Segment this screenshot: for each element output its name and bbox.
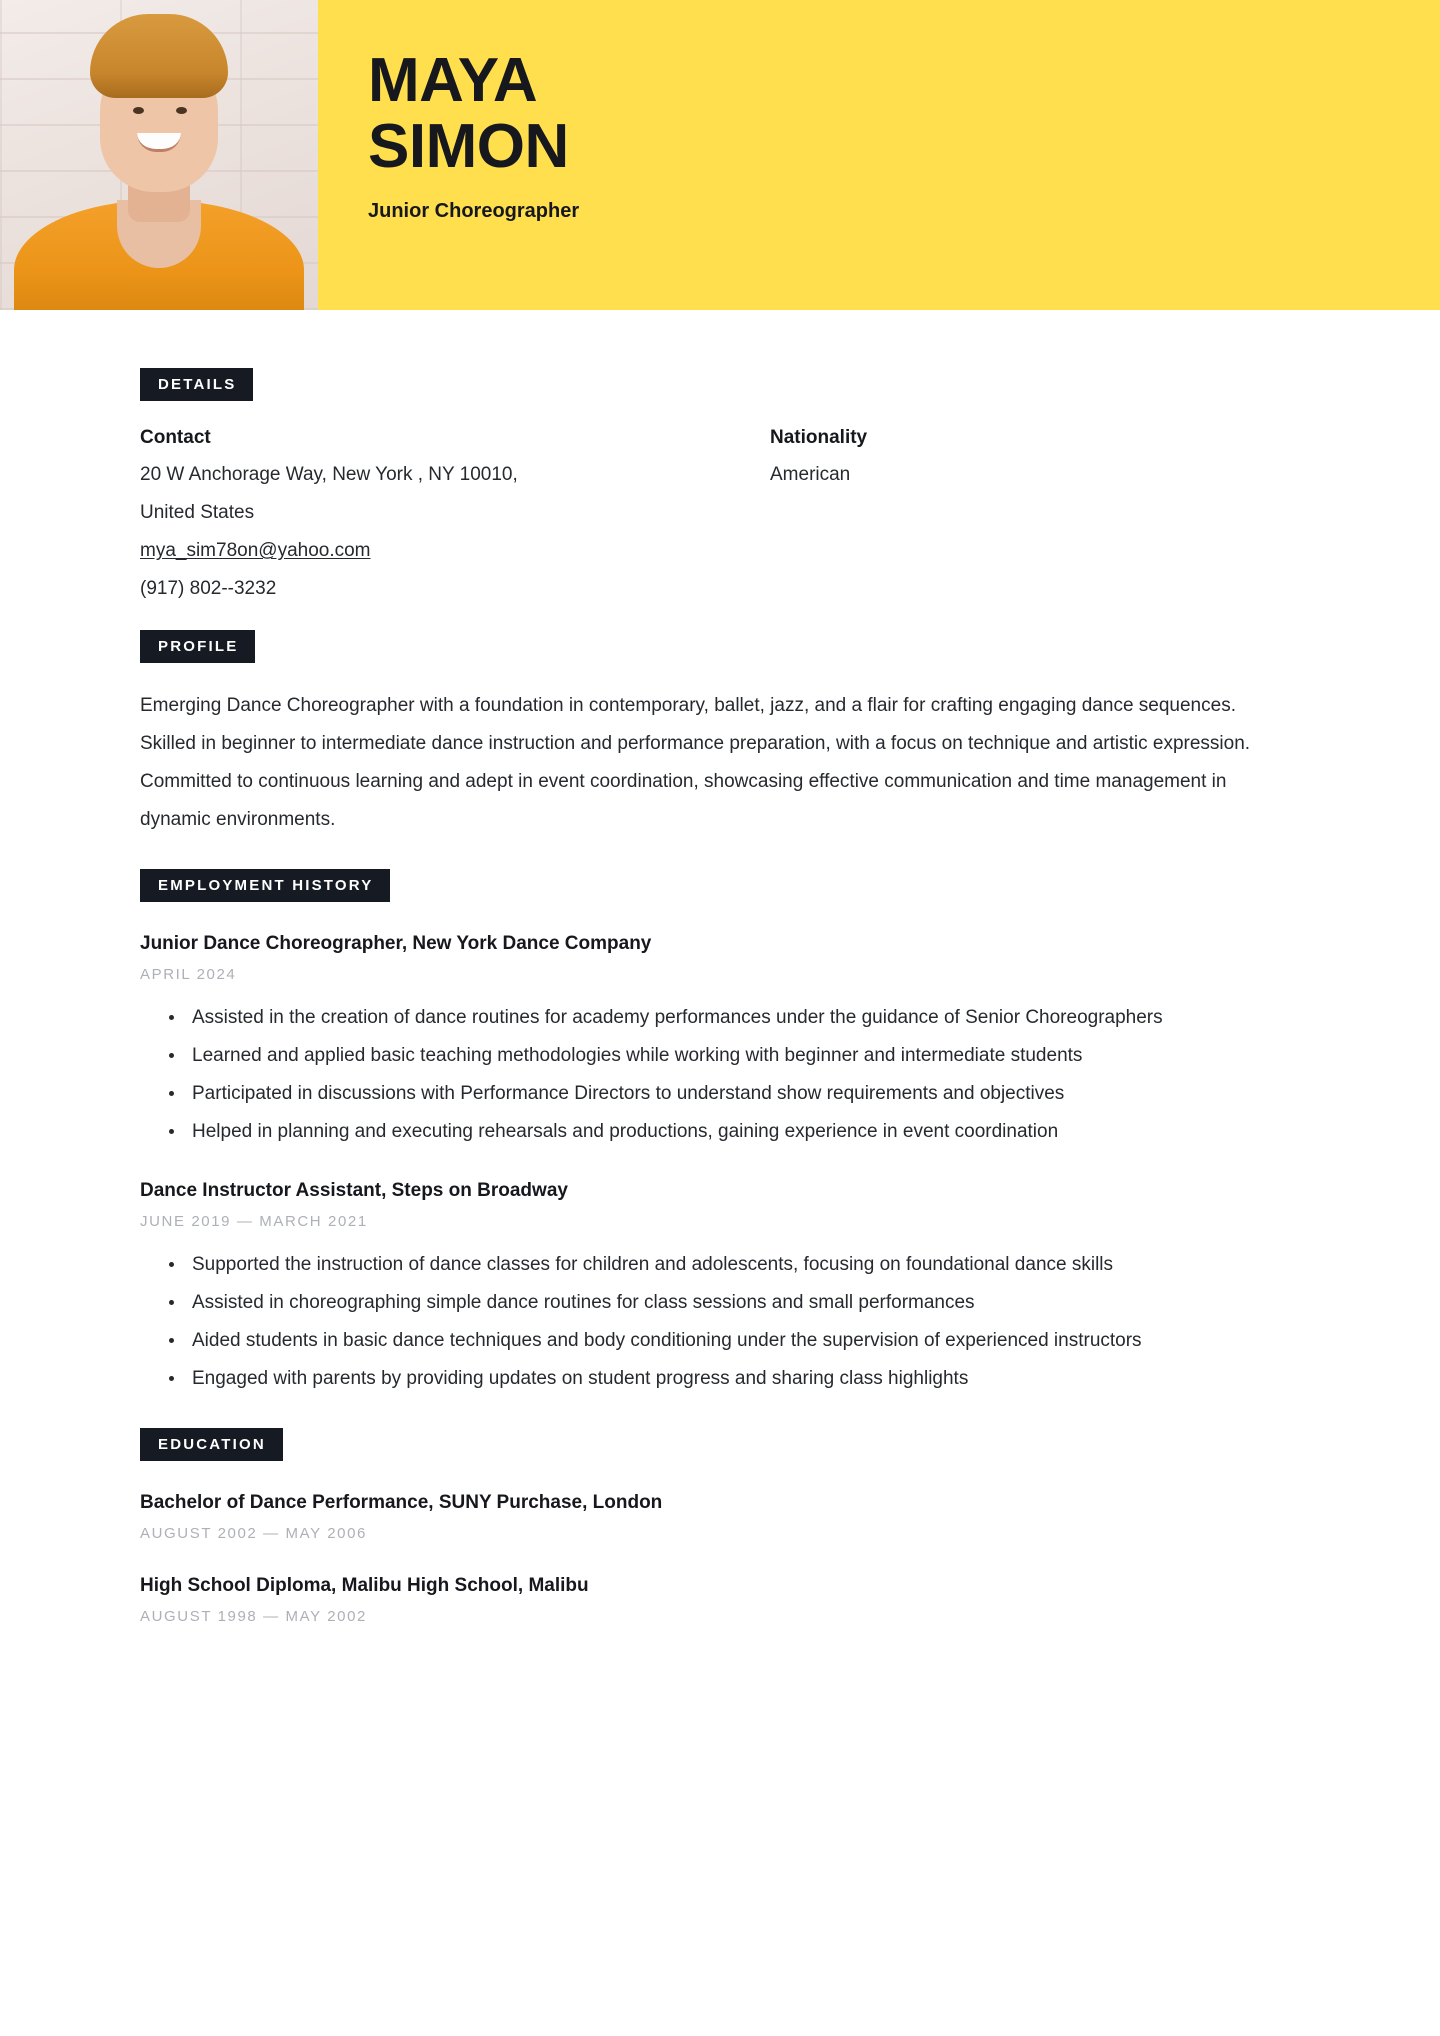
contact-label: Contact xyxy=(140,427,211,448)
education-title: High School Diploma, Malibu High School, Malibu xyxy=(140,1575,589,1596)
name-banner xyxy=(318,0,1440,310)
contact-column xyxy=(140,427,770,608)
employment-bullets xyxy=(140,999,1298,1151)
employment-badge: EMPLOYMENT HISTORY xyxy=(140,869,390,902)
education-entry xyxy=(140,1489,1298,1542)
address-line-1: 20 W Anchorage Way, New York , NY 10010, xyxy=(140,464,518,485)
phone-number: (917) 802--3232 xyxy=(140,578,277,599)
candidate-name xyxy=(368,48,579,180)
bullet-item: • Assisted in choreographing simple dance routines for class sessions and small performances xyxy=(186,1284,1298,1322)
bullet-item: • Helped in planning and executing rehearsals and productions, gaining experience in event coordination xyxy=(186,1113,1298,1151)
education-badge: EDUCATION xyxy=(140,1428,283,1461)
education-entry xyxy=(140,1572,1298,1625)
employment-date: APRIL 2024 xyxy=(140,966,237,983)
employment-title: Dance Instructor Assistant, Steps on Broadway xyxy=(140,1180,568,1201)
first-name: MAYA xyxy=(368,46,538,115)
employment-entry xyxy=(140,930,1298,1151)
bullet-item: • Assisted in the creation of dance routines for academy performances under the guidance of Senior Choreographers xyxy=(186,999,1298,1037)
education-date: AUGUST 2002 — MAY 2006 xyxy=(140,1525,367,1542)
profile-text: Emerging Dance Choreographer with a foundation in contemporary, ballet, jazz, and a flair for crafting engaging dance sequences. Skilled in beginner to intermediate dance instruction and performance preparation, with a focus on technique and artistic expression. Committed to continuous learning and adept in event coordination, showcasing effective communication and time management in dynamic environments. xyxy=(140,695,1251,830)
employment-date: JUNE 2019 — MARCH 2021 xyxy=(140,1213,368,1230)
employment-entry xyxy=(140,1177,1298,1398)
photo-eye-right xyxy=(176,107,187,114)
photo-eye-left xyxy=(133,107,144,114)
bullet-item: • Supported the instruction of dance classes for children and adolescents, focusing on foundational dance skills xyxy=(186,1246,1298,1284)
employment-title: Junior Dance Choreographer, New York Dance Company xyxy=(140,933,652,954)
profile-section xyxy=(140,630,1298,839)
education-date: AUGUST 1998 — MAY 2002 xyxy=(140,1608,367,1625)
nationality-value: American xyxy=(770,464,851,485)
bottom-spacer xyxy=(140,1625,1298,1825)
employment-bullets xyxy=(140,1246,1298,1398)
nationality-label: Nationality xyxy=(770,427,868,448)
last-name: SIMON xyxy=(368,112,569,181)
profile-photo xyxy=(0,0,318,310)
details-badge: DETAILS xyxy=(140,368,253,401)
education-title: Bachelor of Dance Performance, SUNY Purchase, London xyxy=(140,1492,663,1513)
job-title: Junior Choreographer xyxy=(368,200,580,222)
nationality-column xyxy=(770,427,1200,608)
bullet-item: • Engaged with parents by providing updates on student progress and sharing class highlights xyxy=(186,1360,1298,1398)
resume-body xyxy=(0,310,1440,1825)
education-section xyxy=(140,1428,1298,1625)
resume-header xyxy=(0,0,1440,310)
address-line-2: United States xyxy=(140,502,255,523)
profile-badge: PROFILE xyxy=(140,630,255,663)
employment-section xyxy=(140,869,1298,1398)
details-section xyxy=(140,368,1298,608)
bullet-item: • Participated in discussions with Performance Directors to understand show requirements and objectives xyxy=(186,1075,1298,1113)
details-grid xyxy=(140,427,1298,608)
bullet-item: • Aided students in basic dance techniques and body conditioning under the supervision of experienced instructors xyxy=(186,1322,1298,1360)
bullet-item: • Learned and applied basic teaching methodologies while working with beginner and intermediate students xyxy=(186,1037,1298,1075)
email-link[interactable]: mya_sim78on@yahoo.com xyxy=(140,540,371,561)
